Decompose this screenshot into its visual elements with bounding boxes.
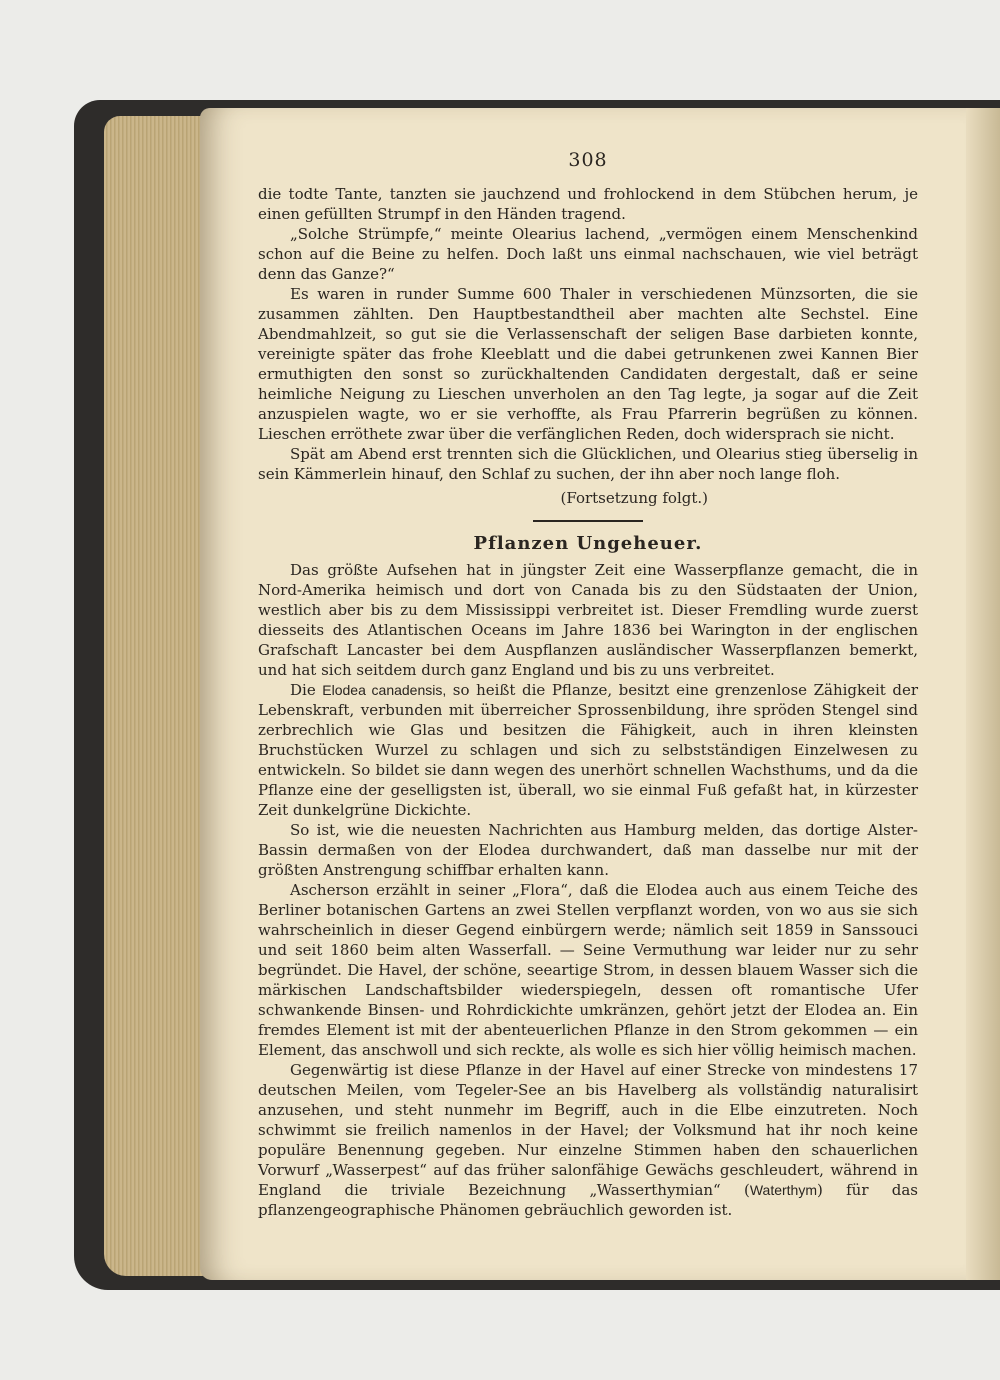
paragraph-text: so heißt die Pflanze, besitzt eine grenzenlose Zähigkeit der Lebenskraft, verbunden mit überreicher Sprossenbildung, ihre spröden Stengel sind zerbrechlich wie Glas und besitzen die Fähigkeit, auch in ihren kleinsten Bruchstücken Wurzel zu schlagen und sich zu selbstständigen Einzelwesen zu entwickeln. So bildet sie dann wegen des unerhört schnellen Wachsthums, und da die Pflanze eine der geselligsten ist, überall, wo sie einmal Fuß gefaßt hat, in kürzester Zeit dunkelgrüne Dickichte.: [258, 681, 919, 819]
section-title: Pflanzen Ungeheuer.: [473, 533, 703, 554]
paragraph-text: Gegenwärtig ist diese Pflanze in der Havel auf einer Strecke von mindestens 17 deutschen Meilen, vom Tegeler-See an bis Havelberg als vollständig naturalisirt anzusehen, und steht nunmehr im Begriff, auch in die Elbe einzutreten. Noch schwimmt sie freilich namenlos in der Havel; der Volksmund hat ihr noch keine populäre Benennung gegeben. Nur einzelne Stimmen haben den schauerlichen Vorwurf „Wasserpest“ auf das früher salonfähige Gewächs geschleudert, während in England die triviale Bezeichnung „Wasserthymian“ (: [258, 1061, 918, 1199]
latin-term: Waterthym: [749, 1182, 817, 1198]
page-gutter: [966, 108, 1000, 1280]
continued-note: (Fortsetzung folgt.): [560, 489, 708, 507]
article-paragraph: [258, 680, 918, 820]
paragraph-text: Das größte Aufsehen hat in jüngster Zeit eine Wasserpflanze gemacht, die in Nord-Amerika heimisch und dort von Canada bis zu den Südstaaten der Union, westlich aber bis zu dem Mississippi verbreitet ist. Dieser Fremdling wurde zuerst diesseits des Atlantischen Oceans im Jahre 1836 bei Warington in der englischen Grafschaft Lancaster bei dem Auspflanzen ausländischer Wasserpflanzen bemerkt, und hat sich seitdem durch ganz England und bis zu uns verbreitet.: [258, 561, 918, 679]
continuation-paragraph: die todte Tante, tanzten sie jauchzend und frohlockend in dem Stübchen herum, je einen gefüllten Strumpf in den Händen tragend.: [258, 185, 918, 223]
article-paragraph: [258, 880, 918, 1060]
continuation-paragraph: Es waren in runder Summe 600 Thaler in verschiedenen Münzsorten, die sie zusammen zählten. Den Hauptbestandtheil aber machten alte Sechstel. Eine Abendmahlzeit, so gut sie die Verlassenschaft der seligen Base darbieten konnte, vereinigte später das frohe Kleeblatt und die dabei getrunkenen zwei Kannen Bier ermuthigten den sonst so zurückhaltenden Candidaten dergestalt, daß er seine heimliche Neigung zu Lieschen unverholen an den Tag legte, ja sogar auf die Zeit anzuspielen wagte, wo er sie verhoffte, als Frau Pfarrerin begrüßen zu können. Lieschen erröthete zwar über die verfänglichen Reden, doch widersprach sie nicht.: [258, 285, 918, 443]
paragraph-text: Ascherson erzählt in seiner „Flora“, daß die Elodea auch aus einem Teiche des Berliner botanischen Gartens an zwei Stellen verpflanzt worden, von wo aus sie sich wahrscheinlich in dieser Gegend einbürgern werde; nämlich seit 1859 in Sanssouci und seit 1860 beim alten Wasserfall. — Seine Vermuthung war leider nur zu sehr begründet. Die Havel, der schöne, seeartige Strom, in dessen blauem Wasser sich die märkischen Landschaftsbilder wiederspiegeln, dessen oft romantische Ufer schwankende Binsen- und Rohrdickichte umkränzen, gehört jetzt der Elodea an. Ein fremdes Element ist mit der abenteuerlichen Pflanze in den Strom gekommen — ein Element, das anschwoll und sich reckte, als wolle es sich hier völlig heimisch machen.: [258, 881, 918, 1059]
page-number: 308: [568, 149, 608, 171]
article-paragraph: [258, 820, 918, 880]
text-block: [258, 150, 918, 1220]
latin-term: Elodea canadensis,: [322, 682, 447, 698]
article-paragraph: [258, 1060, 918, 1220]
article-paragraph: [258, 560, 918, 680]
paragraph-text: So ist, wie die neuesten Nachrichten aus Hamburg melden, das dortige Alster-Bassin dermaßen von der Elodea durchwandert, daß man dasselbe nur mit der größten Anstrengung schiffbar erhalten kann.: [258, 821, 918, 879]
section-divider: [533, 520, 643, 522]
continuation-paragraph: Spät am Abend erst trennten sich die Glücklichen, und Olearius stieg überselig in sein Kämmerlein hinauf, den Schlaf zu suchen, der ihn aber noch lange floh.: [258, 445, 918, 483]
paragraph-text: Die: [290, 681, 323, 699]
continuation-paragraph: „Solche Strümpfe,“ meinte Olearius lachend, „vermögen einem Menschenkind schon auf die Beine zu helfen. Doch laßt uns einmal nachschauen, wie viel beträgt denn das Ganze?“: [258, 225, 918, 283]
paragraph-text: ) für das pflanzengeographische Phänomen gebräuchlich geworden ist.: [258, 1181, 918, 1219]
